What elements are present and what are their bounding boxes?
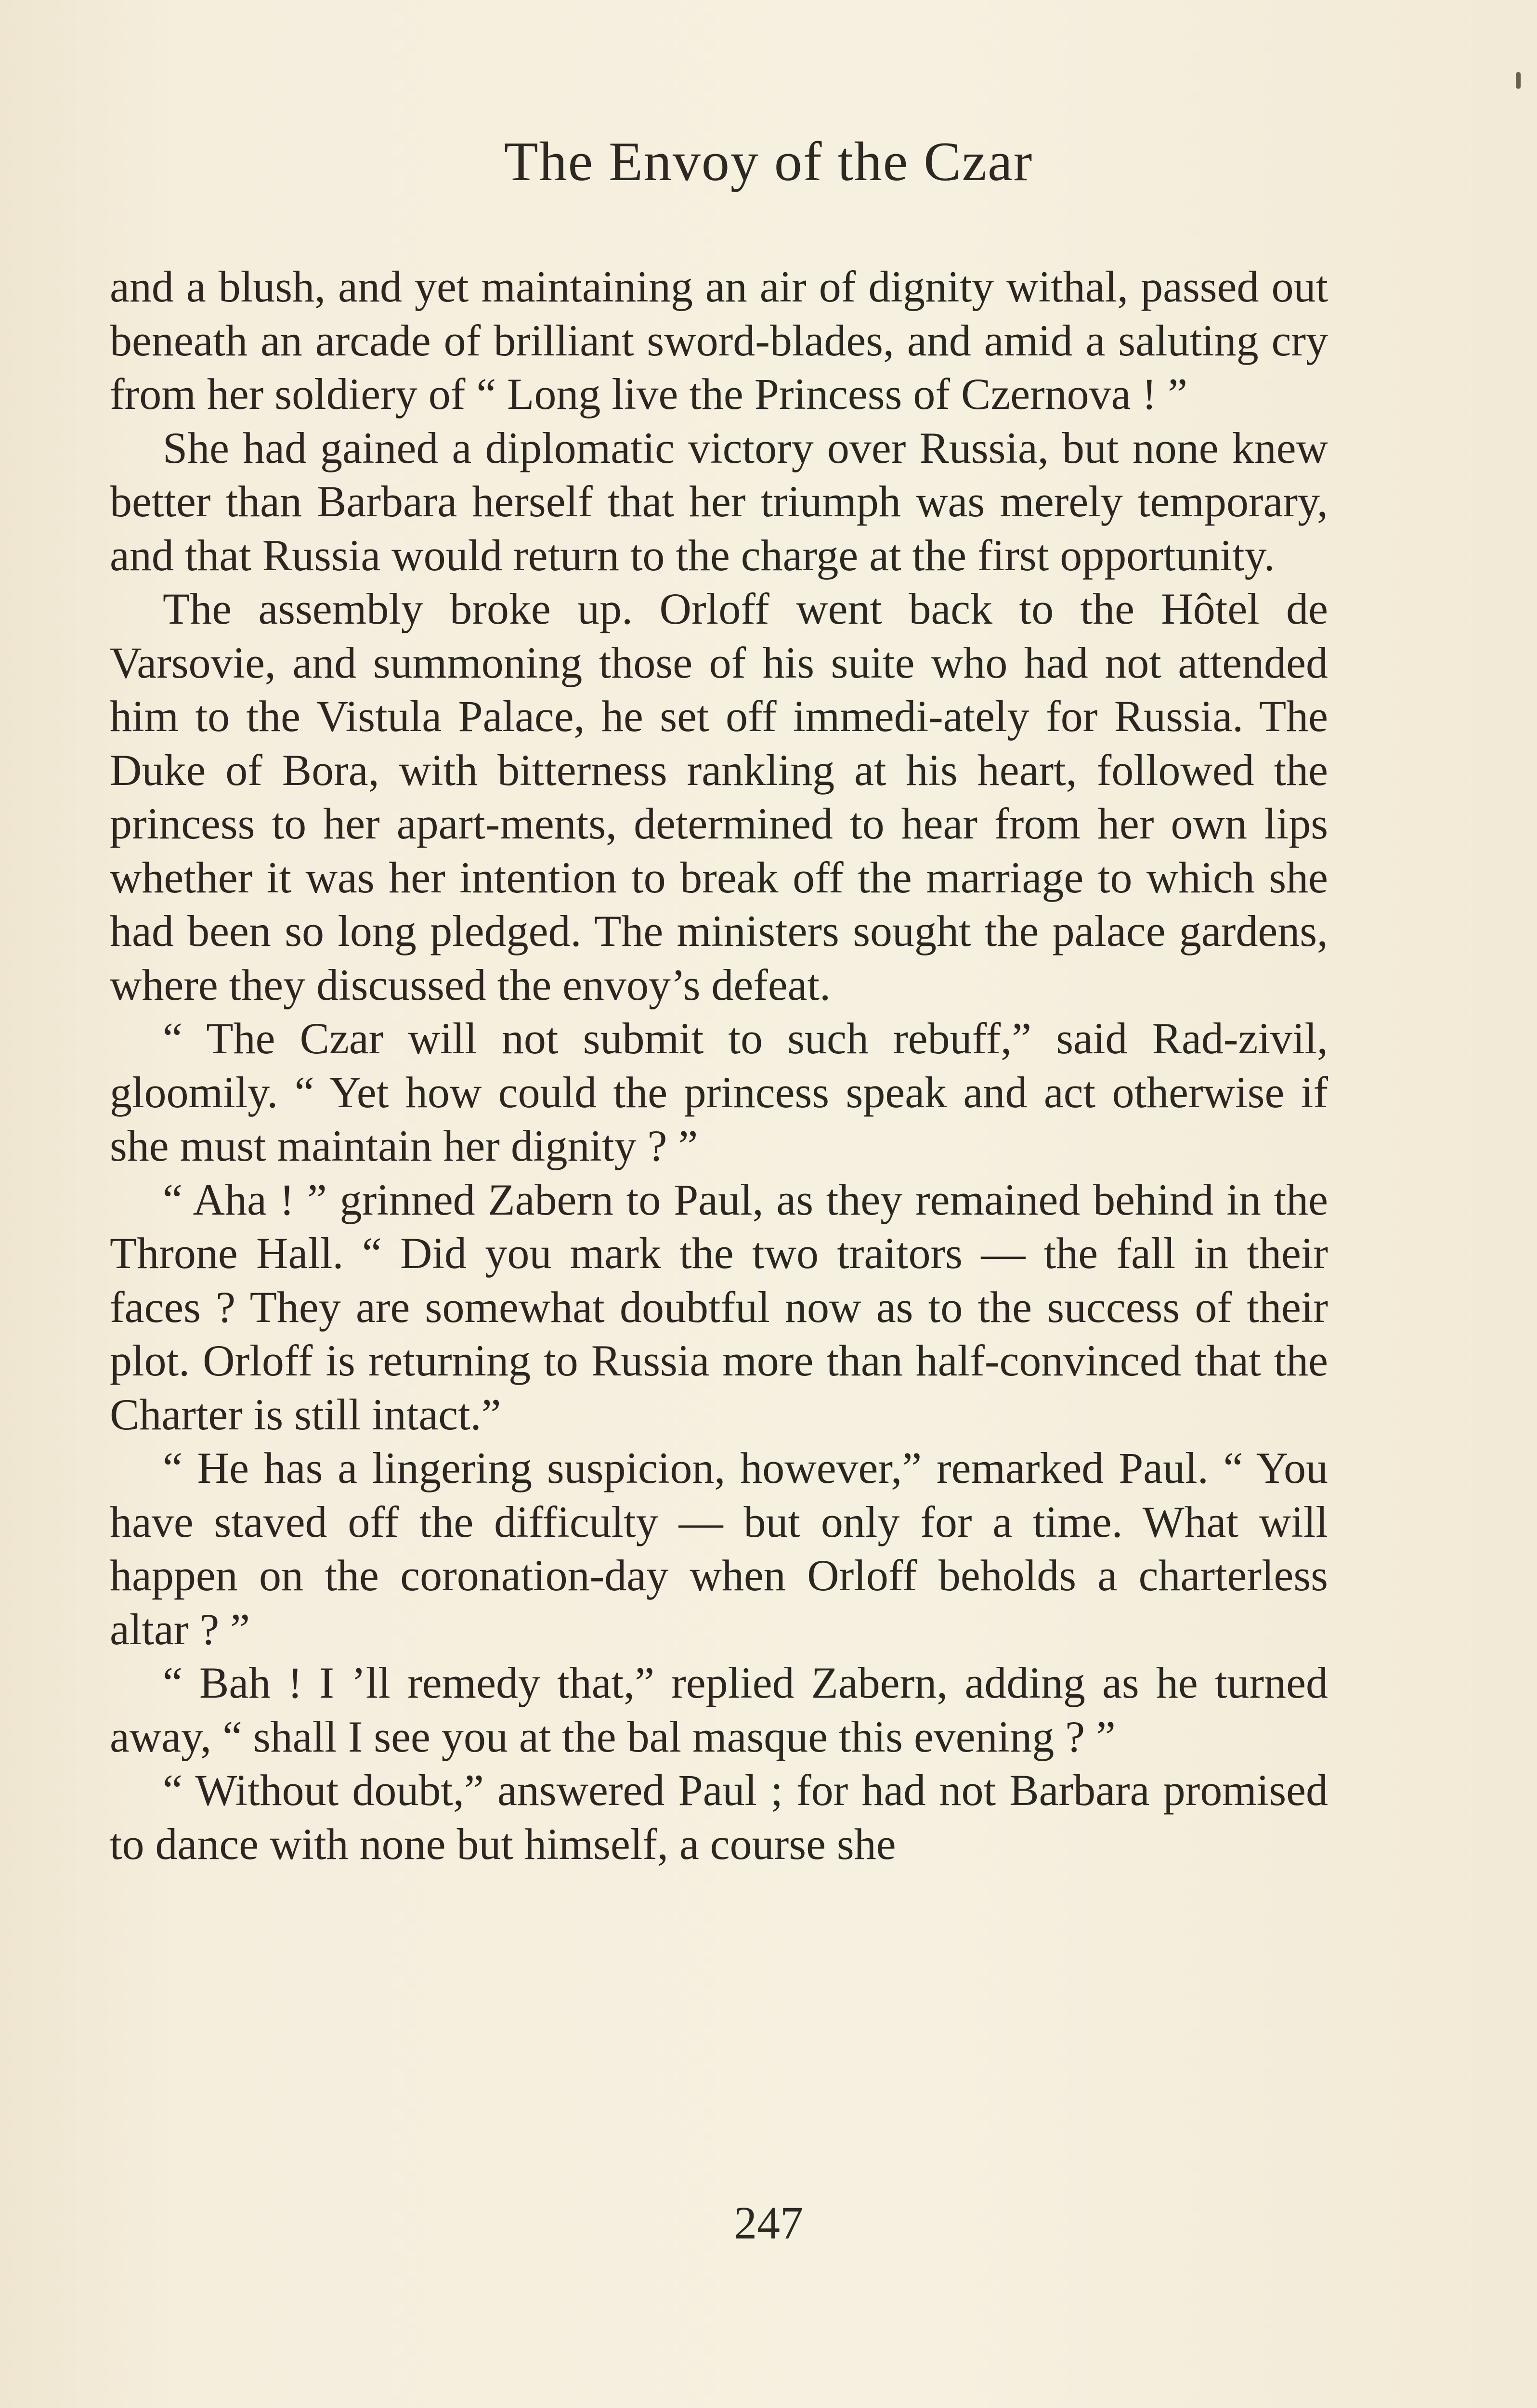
running-head: The Envoy of the Czar <box>504 131 1033 193</box>
paragraph: “ Aha ! ” grinned Zabern to Paul, as they remained behind in the Throne Hall. “ Did you mark the two traitors — the fall in their faces ? They are somewhat doubtful now as to the success of their plot. Orloff is returning to Russia more than half-convinced that the Charter is still intact.” <box>110 1175 1328 1439</box>
body-text <box>110 260 1328 1871</box>
paragraph: She had gained a diplomatic victory over Russia, but none knew better than Barbara herself that her triumph was merely temporary, and that Russia would return to the charge at the first opportunity. <box>110 423 1328 580</box>
paragraph: The assembly broke up. Orloff went back to the Hôtel de Varsovie, and summoning those of his suite who had not attended him to the Vistula Palace, he set off immedi-ately for Russia. The Duke of Bora, with bitterness rankling at his heart, followed the princess to her apart-ments, determined to hear from her own lips whether it was her intention to break off the marriage to which she had been so long pledged. The ministers sought the palace gardens, where they discussed the envoy’s defeat. <box>110 584 1328 1009</box>
paragraph: and a blush, and yet maintaining an air of dignity withal, passed out beneath an arcade of brilliant sword-blades, and amid a saluting cry from her soldiery of “ Long live the Princess of Czernova ! ” <box>110 262 1328 419</box>
paragraph: “ He has a lingering suspicion, however,” remarked Paul. “ You have staved off the difficulty — but only for a time. What will happen on the coronation-day when Orloff beholds a charterless altar ? ” <box>110 1443 1328 1654</box>
paragraph: “ The Czar will not submit to such rebuff,” said Rad-zivil, gloomily. “ Yet how could the princess speak and act otherwise if she must maintain her dignity ? ” <box>110 1014 1328 1170</box>
paragraph: “ Without doubt,” answered Paul ; for had not Barbara promised to dance with none but himself, a course she <box>110 1766 1328 1869</box>
page-number: 247 <box>734 2197 803 2249</box>
page-edge-mark <box>1516 72 1521 89</box>
paragraph: “ Bah ! I ’ll remedy that,” replied Zabern, adding as he turned away, “ shall I see you at the bal masque this evening ? ” <box>110 1658 1328 1761</box>
